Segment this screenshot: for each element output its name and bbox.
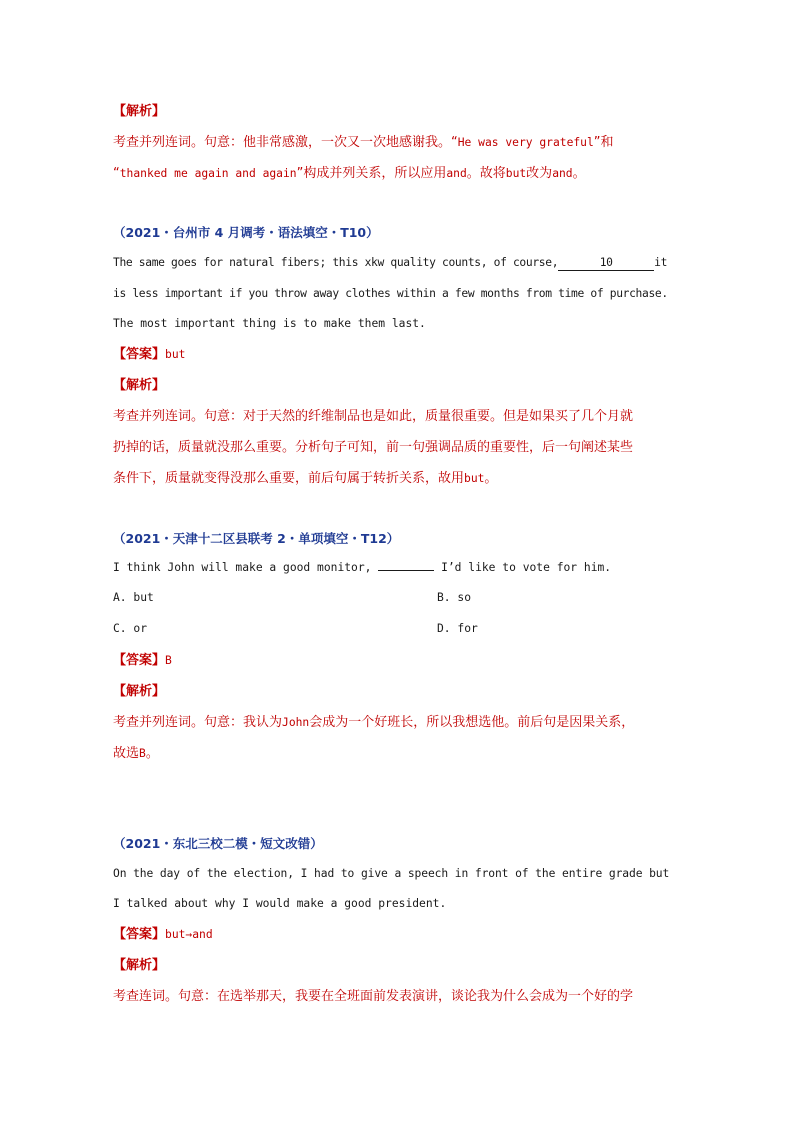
question-text: The most important thing is to make them last. <box>113 317 426 330</box>
option-a: A. but <box>113 591 154 604</box>
answer-value: B <box>165 654 172 667</box>
analysis-text: 考查连词。句意：在选举那天，我要在全班面前发表演讲，谈论我为什么会成为一个好的学 <box>113 989 634 1004</box>
analysis-text: 条件下，质量就变得没那么重要，前后句属于转折关系，故用but。 <box>113 471 498 486</box>
analysis-text: 考查并列连词。句意：对于天然的纤维制品也是如此，质量很重要。但是如果买了几个月就 <box>113 409 634 424</box>
analysis-text: 故选B。 <box>113 746 159 761</box>
analysis-text: 扔掉的话，质量就没那么重要。分析句子可知，前一句强调品质的重要性，后一句阐述某些 <box>113 440 634 455</box>
option-c: C. or <box>113 622 148 635</box>
question-text: is less important if you throw away clothes within a few months from time of purchase. <box>113 287 668 300</box>
answer-blank: 10 <box>558 256 654 271</box>
answer-line: 【答案】but <box>113 347 186 362</box>
analysis-text: “thanked me again and again”构成并列关系，所以应用and。故将but改为and。 <box>113 166 586 181</box>
question-text: The same goes for natural fibers; this xkw quality counts, of course, 10 it <box>113 256 668 269</box>
arrow-icon: → <box>185 928 193 941</box>
analysis-heading: 【解析】 <box>113 104 166 119</box>
analysis-heading: 【解析】 <box>113 378 166 393</box>
question-source: （2021・台州市 4 月调考・语法填空・T10） <box>113 225 379 240</box>
question-text: On the day of the election, I had to give a speech in front of the entire grade but <box>113 867 670 880</box>
analysis-heading: 【解析】 <box>113 684 166 699</box>
option-d: D. for <box>437 622 478 635</box>
option-b: B. so <box>437 591 472 604</box>
answer-blank <box>378 570 434 571</box>
analysis-text: 考查并列连词。句意：他非常感激，一次又一次地感谢我。“He was very grateful”和 <box>113 135 614 150</box>
question-text: I talked about why I would make a good president. <box>113 897 447 910</box>
question-text: I think John will make a good monitor, I’d like to vote for him. <box>113 561 612 574</box>
answer-line: 【答案】but→and <box>113 927 213 942</box>
analysis-text: 考查并列连词。句意：我认为John会成为一个好班长，所以我想选他。前后句是因果关系， <box>113 715 635 730</box>
answer-value: but <box>165 348 186 361</box>
question-source: （2021・东北三校二模・短文改错） <box>113 836 323 851</box>
answer-line: 【答案】B <box>113 653 172 668</box>
question-source: （2021・天津十二区县联考 2・单项填空・T12） <box>113 531 400 546</box>
analysis-heading: 【解析】 <box>113 958 166 973</box>
